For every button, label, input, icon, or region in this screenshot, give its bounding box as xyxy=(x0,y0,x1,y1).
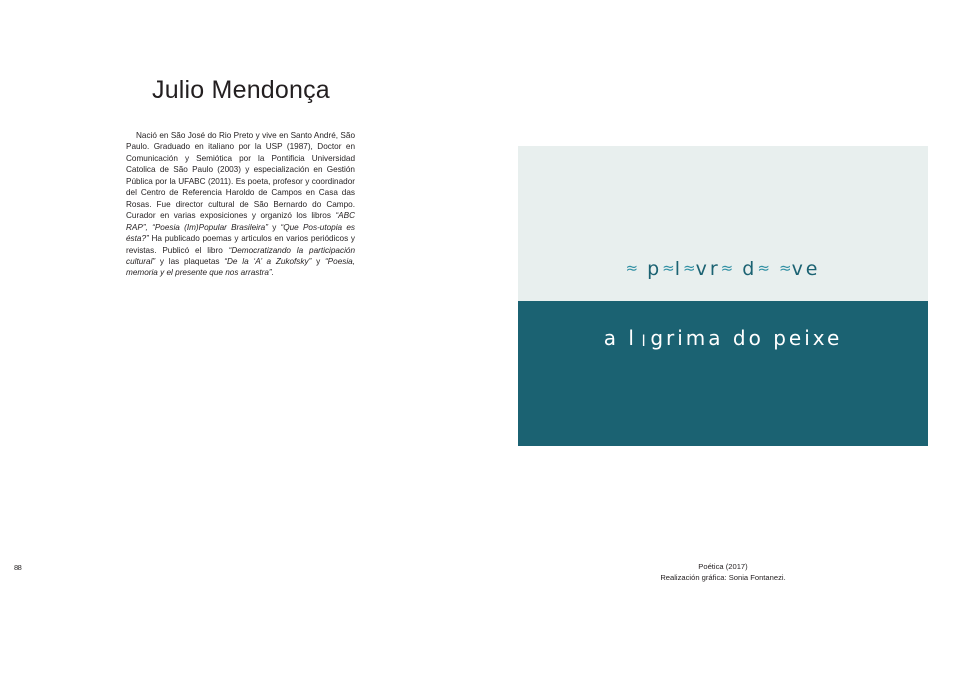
artwork-bottom-panel xyxy=(518,301,928,446)
artwork-title-bottom-pre: a l xyxy=(603,326,637,350)
book-title-5: “De la ‘A’ a Zukofsky” xyxy=(224,256,312,266)
bio-sep-3: Ha publicado poemas y articulos en varios periódicos y revistas. Publicó el libro xyxy=(126,234,355,255)
wave-icon: ≈ xyxy=(625,259,639,277)
wave-icon: ≈ xyxy=(720,259,734,277)
book-title-6: “Poesia, memoria y el presente que nos arrastra”. xyxy=(126,256,355,278)
artwork-title-top: ≈ p≈l≈vr≈ d≈ ≈ve xyxy=(625,258,821,280)
artwork-image xyxy=(518,146,928,446)
bio-sep-5: y xyxy=(311,256,325,266)
book-title-2: “Poesia (Im)Popular Brasileira” xyxy=(152,222,268,232)
book-title-4: “Democratizando la participación cultural” xyxy=(126,245,356,266)
author-biography xyxy=(126,130,355,279)
page-title: Julio Mendonça xyxy=(152,76,330,104)
bio-sep-4: y las plaquetas xyxy=(155,256,225,266)
artwork-caption xyxy=(518,562,928,583)
bio-sep-2: y xyxy=(267,222,281,232)
artwork-title-bottom xyxy=(518,326,928,350)
wave-icon: ≈ xyxy=(757,259,770,277)
wave-icon: ≈ xyxy=(778,259,792,277)
book-title-1: “ABC RAP”, xyxy=(126,211,355,232)
bio-text: Nació en São José do Rio Preto y vive en Santo André, São Paulo. Graduado en italiano por la USP (1987), Doctor en Comunicación y Semiótica por la Pontificia Universidad Catolica de São Paulo (2003) y especialización en Gestión Pública por la UFABC (2011). Es poeta, profesor y coordinador del Centro de Referencia Haroldo de Campos en Casa das Rosas. Fue director cultural de São Bernardo do Campo. Curador en varias exposiciones y organizó los libros xyxy=(126,131,355,221)
wave-icon: ≈ xyxy=(683,259,696,277)
caption-line-1: Poética (2017) xyxy=(698,562,748,571)
artwork-title-bottom-post: grima do peixe xyxy=(650,326,843,350)
wave-icon: ≈ xyxy=(662,259,675,277)
page-number: 88 xyxy=(14,563,22,572)
caption-line-2: Realización gráfica: Sonia Fontanezi. xyxy=(660,572,786,582)
lightning-bolt-icon: ⏽ xyxy=(636,331,651,351)
book-title-3: “Que Pos-utopia es ésta?” xyxy=(126,222,355,244)
